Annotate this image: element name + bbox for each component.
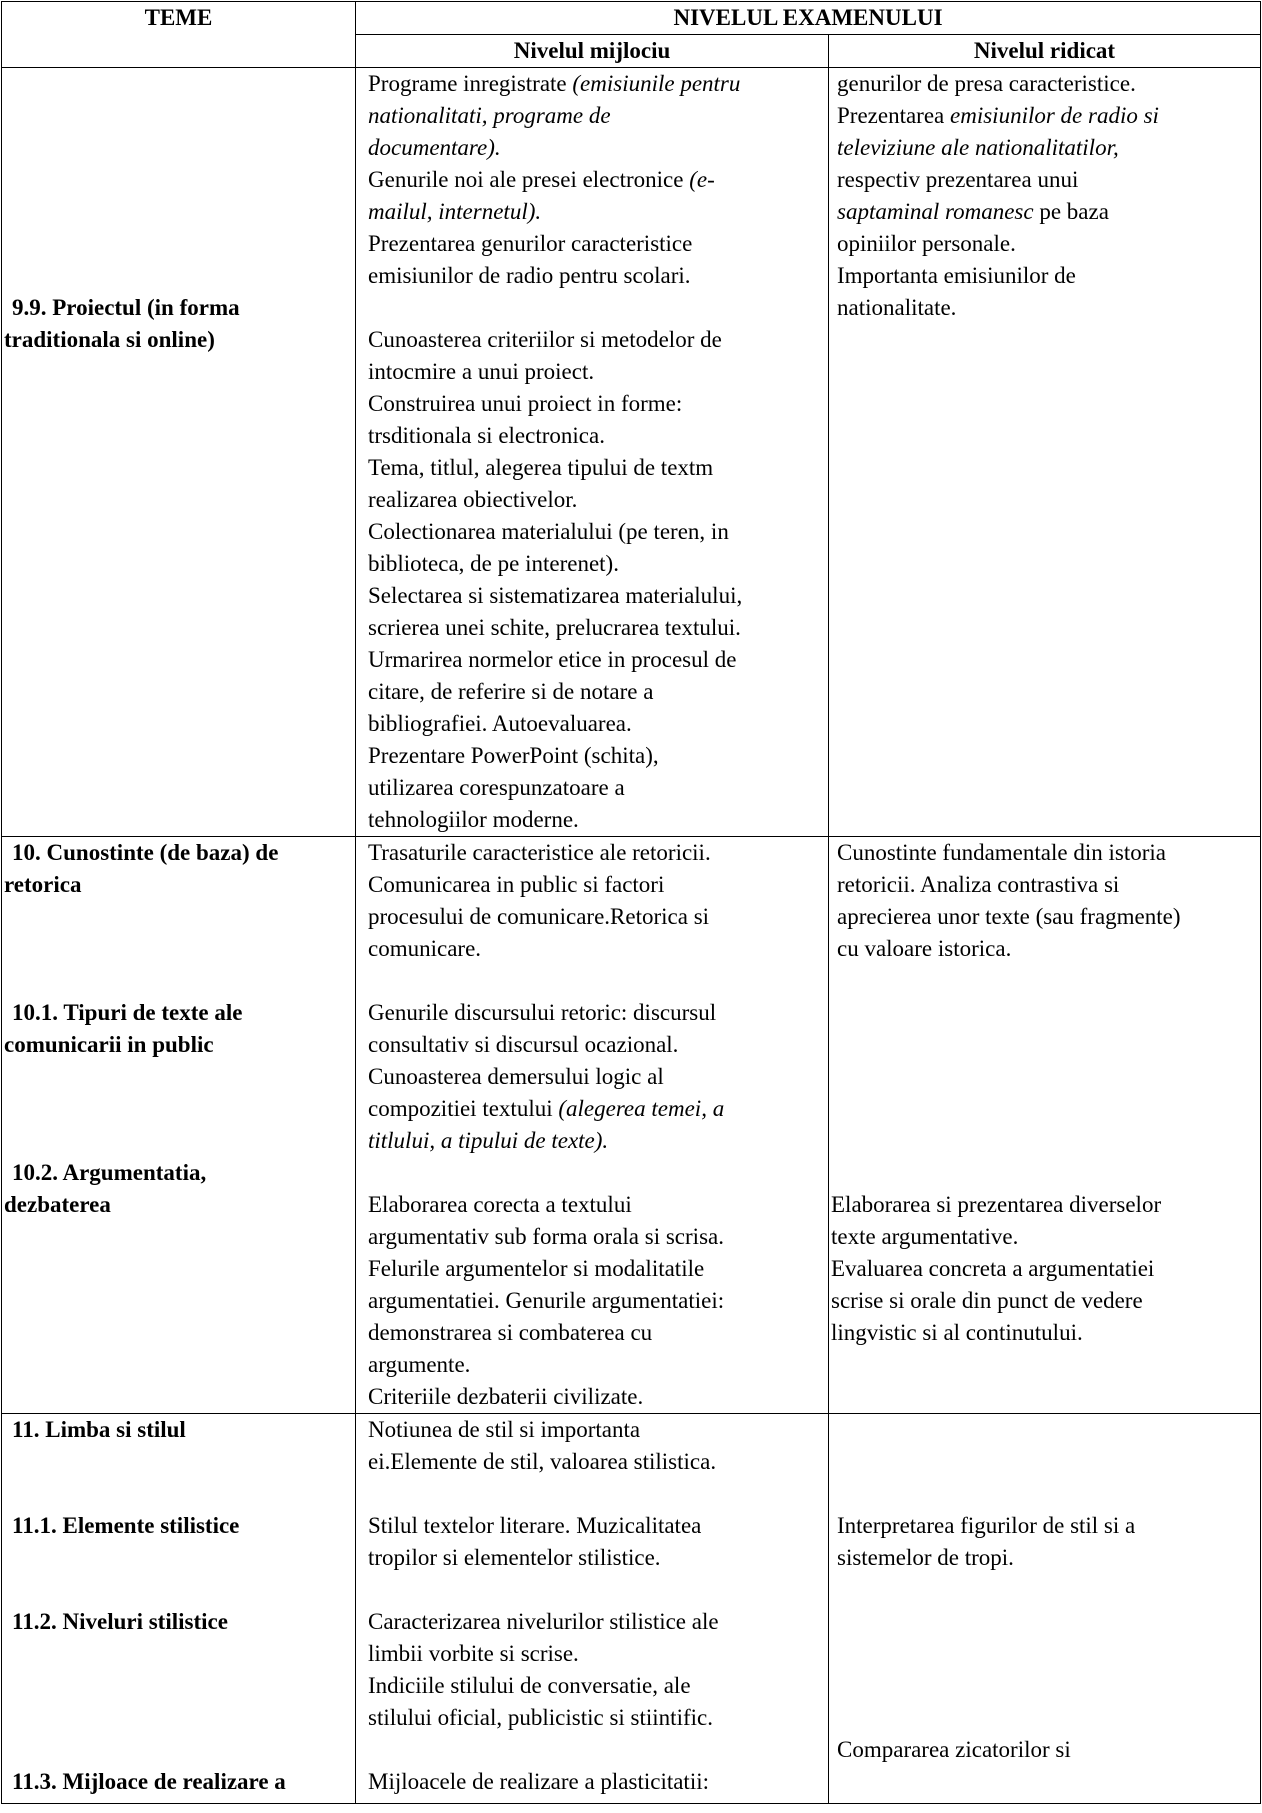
text-line: genurilor de presa caracteristice.: [837, 71, 1136, 96]
text-line: Felurile argumentelor si modalitatile: [368, 1256, 705, 1281]
topic-11-3: 11.3. Mijloace de realizare a: [12, 1769, 286, 1794]
text-line: consultativ si discursul ocazional.: [368, 1032, 679, 1057]
high-level-cell: [829, 68, 1261, 837]
high-level-cell: [829, 837, 1261, 1414]
text-line: lingvistic si al continutului.: [831, 1320, 1083, 1345]
text-line: Programe inregistrate: [368, 71, 573, 96]
table-row: [2, 837, 1261, 1414]
text-line: pe baza: [1033, 199, 1109, 224]
text-line: Indiciile stilului de conversatie, ale: [368, 1673, 691, 1698]
text-line: Construirea unui proiect in forme:: [368, 391, 683, 416]
text-line: realizarea obiectivelor.: [368, 487, 578, 512]
topic-10-2: 10.2. Argumentatia,: [12, 1160, 207, 1185]
text-line: limbii vorbite si scrise.: [368, 1641, 579, 1666]
table-row: [2, 1414, 1261, 1804]
text-line: sistemelor de tropi.: [837, 1545, 1014, 1570]
topic-11-2: 11.2. Niveluri stilistice: [12, 1609, 228, 1634]
text-line: tropilor si elementelor stilistice.: [368, 1545, 661, 1570]
text-line: Mijloacele de realizare a plasticitatii:: [368, 1769, 709, 1794]
topic-10-1: 10.1. Tipuri de texte ale: [12, 1000, 243, 1025]
topic-9-9-cont: traditionala si online): [4, 327, 215, 352]
high-level-cell: [829, 1414, 1261, 1804]
text-line: Urmarirea normelor etice in procesul de: [368, 647, 737, 672]
text-line: documentare).: [368, 135, 501, 160]
text-line: emisiunilor de radio pentru scolari.: [368, 263, 691, 288]
header-nivelul-examenului: NIVELUL EXAMENULUI: [356, 2, 1261, 35]
topic-9-9: 9.9. Proiectul (in forma: [12, 295, 240, 320]
text-line: Caracterizarea nivelurilor stilistice ale: [368, 1609, 719, 1634]
topic-10-cont: retorica: [4, 872, 82, 897]
text-line: (alegerea temei, a: [558, 1096, 725, 1121]
mid-level-cell: [356, 68, 829, 837]
topic-10: 10. Cunostinte (de baza) de: [12, 840, 279, 865]
mid-level-cell: [356, 1414, 829, 1804]
text-line: trsditionala si electronica.: [368, 423, 605, 448]
text-line: comunicare.: [368, 936, 482, 961]
text-line: retoricii. Analiza contrastiva si: [837, 872, 1120, 897]
text-line: Importanta emisiunilor de: [837, 263, 1076, 288]
topic-11-1: 11.1. Elemente stilistice: [12, 1513, 240, 1538]
text-line: argumentativ sub forma orala si scrisa.: [368, 1224, 724, 1249]
text-line: Criteriile dezbaterii civilizate.: [368, 1384, 644, 1409]
header-row-1: [2, 2, 1261, 35]
text-line: opiniilor personale.: [837, 231, 1016, 256]
text-line: saptaminal romanesc: [837, 199, 1034, 224]
text-line: aprecierea unor texte (sau fragmente): [837, 904, 1181, 929]
text-line: argumentatiei. Genurile argumentatiei:: [368, 1288, 725, 1313]
text-line: scrierea unei schite, prelucrarea textului.: [368, 615, 741, 640]
text-line: nationalitate.: [837, 295, 957, 320]
text-line: Evaluarea concreta a argumentatiei: [831, 1256, 1155, 1281]
text-line: respectiv prezentarea unui: [837, 167, 1079, 192]
header-teme: TEME: [2, 2, 356, 68]
text-line: intocmire a unui proiect.: [368, 359, 595, 384]
text-line: (emisiunile pentru: [572, 71, 741, 96]
text-line: stilului oficial, publicistic si stiintific.: [368, 1705, 713, 1730]
text-line: Tema, titlul, alegerea tipului de textm: [368, 455, 714, 480]
text-line: utilizarea corespunzatoare a: [368, 775, 625, 800]
table-row: [2, 68, 1261, 837]
text-line: citare, de referire si de notare a: [368, 679, 654, 704]
text-line: Cunoasterea criteriilor si metodelor de: [368, 327, 722, 352]
text-line: televiziune ale nationalitatilor,: [837, 135, 1119, 160]
topic-cell: [2, 1414, 356, 1804]
text-line: Cunostinte fundamentale din istoria: [837, 840, 1166, 865]
text-line: Trasaturile caracteristice ale retoricii.: [368, 840, 711, 865]
text-line: compozitiei textului: [368, 1096, 559, 1121]
text-line: Notiunea de stil si importanta: [368, 1417, 641, 1442]
topic-10-2-cont: dezbaterea: [4, 1192, 111, 1217]
text-line: emisiunilor de radio si: [950, 103, 1159, 128]
text-line: Cunoasterea demersului logic al: [368, 1064, 664, 1089]
text-line: biblioteca, de pe interenet).: [368, 551, 619, 576]
text-line: Selectarea si sistematizarea materialului,: [368, 583, 743, 608]
topic-cell: [2, 837, 356, 1414]
topic-10-1-cont: comunicarii in public: [4, 1032, 214, 1057]
curriculum-table: [1, 1, 1261, 1804]
text-line: Genurile noi ale presei electronice: [368, 167, 690, 192]
topic-11: 11. Limba si stilul: [12, 1417, 186, 1442]
mid-level-cell: [356, 837, 829, 1414]
text-line: titlului, a tipului de texte).: [368, 1128, 609, 1153]
text-line: (e-: [689, 167, 715, 192]
text-line: texte argumentative.: [831, 1224, 1019, 1249]
header-nivelul-ridicat: Nivelul ridicat: [829, 35, 1261, 68]
text-line: cu valoare istorica.: [837, 936, 1012, 961]
text-line: bibliografiei. Autoevaluarea.: [368, 711, 632, 736]
text-line: Genurile discursului retoric: discursul: [368, 1000, 717, 1025]
text-line: mailul, internetul).: [368, 199, 542, 224]
text-line: Elaborarea corecta a textului: [368, 1192, 632, 1217]
text-line: Interpretarea figurilor de stil si a: [837, 1513, 1136, 1538]
text-line: scrise si orale din punct de vedere: [831, 1288, 1143, 1313]
text-line: argumente.: [368, 1352, 471, 1377]
text-line: demonstrarea si combaterea cu: [368, 1320, 653, 1345]
topic-cell: [2, 68, 356, 837]
text-line: Compararea zicatorilor si: [837, 1737, 1071, 1762]
text-line: Comunicarea in public si factori: [368, 872, 665, 897]
text-line: Prezentarea: [837, 103, 951, 128]
text-line: procesului de comunicare.Retorica si: [368, 904, 710, 929]
text-line: nationalitati, programe de: [368, 103, 611, 128]
text-line: Elaborarea si prezentarea diverselor: [831, 1192, 1162, 1217]
text-line: Colectionarea materialului (pe teren, in: [368, 519, 729, 544]
text-line: tehnologiilor moderne.: [368, 807, 579, 832]
header-nivelul-mijlociu: Nivelul mijlociu: [356, 35, 829, 68]
text-line: Prezentarea genurilor caracteristice: [368, 231, 693, 256]
text-line: ei.Elemente de stil, valoarea stilistica.: [368, 1449, 717, 1474]
text-line: Prezentare PowerPoint (schita),: [368, 743, 659, 768]
text-line: Stilul textelor literare. Muzicalitatea: [368, 1513, 702, 1538]
